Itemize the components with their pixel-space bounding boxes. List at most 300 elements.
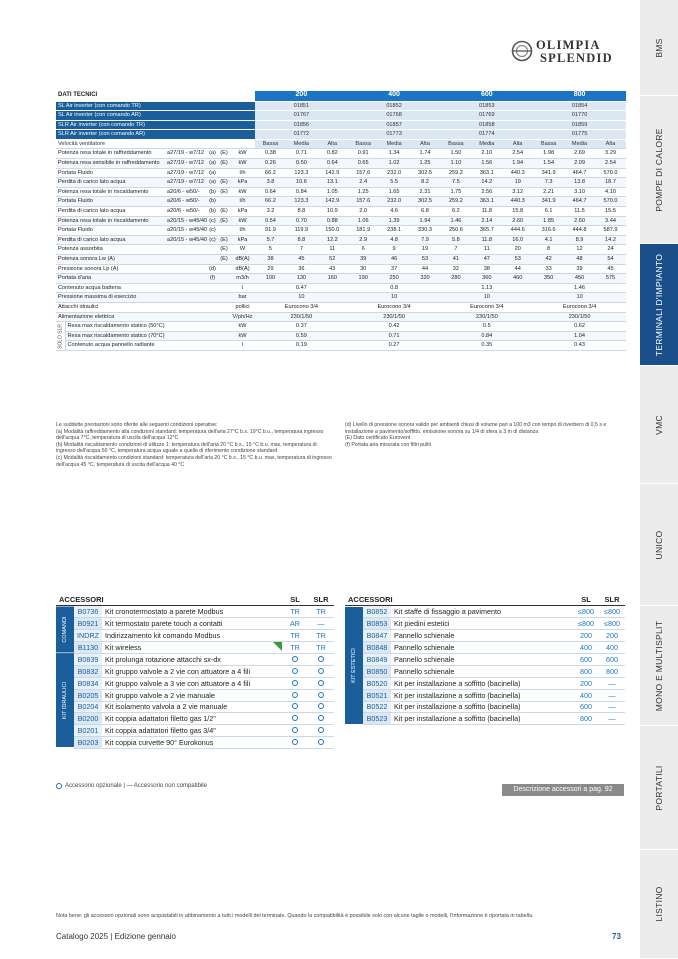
- row-unit: l/h: [230, 197, 255, 207]
- row-value: 15.8: [502, 207, 533, 217]
- row-value: Eurocono 3/4: [533, 302, 626, 312]
- speed-row: [56, 139, 626, 149]
- row-label: Pressione massima di esercizio: [56, 293, 230, 303]
- row-unit: kW: [230, 216, 255, 226]
- row-value: 238.1: [379, 226, 410, 236]
- speed-header: Alta: [317, 139, 348, 149]
- note-line: (a) Modalità raffreddamento alla condizioni standard: temperatura dell'aria 27°C b.s. 19°C b.u., temperatura ingresso dell'acqua 7°C, temperatura di uscita dell'acqua 12°C: [56, 428, 324, 442]
- compat-sl: 600: [573, 653, 599, 665]
- row-value: 66.2: [255, 197, 286, 207]
- row-unit: kW: [230, 159, 255, 169]
- row-label: Contenuto acqua batteria: [56, 283, 230, 293]
- accessories-description-link[interactable]: Descrizione accessori a pag. 92: [502, 784, 624, 796]
- row-value: 7: [286, 245, 317, 255]
- compat-sl: 400: [573, 642, 599, 654]
- section-tabs: [640, 0, 678, 959]
- accessory-code: B0205: [74, 689, 102, 701]
- row-value: 91.9: [255, 226, 286, 236]
- row-label: Perdita di carico lato acqua: [56, 207, 165, 217]
- accessory-description: [391, 653, 573, 665]
- row-value: 2.60: [564, 216, 595, 226]
- size-header: 600: [440, 91, 533, 101]
- row-value: 3.12: [502, 187, 533, 197]
- row-value: 250.6: [440, 226, 471, 236]
- row-value: 5.7: [255, 235, 286, 245]
- compat-sl: [282, 701, 308, 713]
- row-condition: a20/15 - w45/40: [165, 216, 207, 226]
- optional-circle-icon: [292, 727, 298, 733]
- side-tab[interactable]: [640, 850, 678, 959]
- row-value: 1.50: [440, 149, 471, 159]
- accessories-header-row: [56, 594, 334, 606]
- row-value: 316.6: [533, 226, 564, 236]
- notes-left: [56, 422, 336, 468]
- speed-header: Media: [286, 139, 317, 149]
- accessory-description: [391, 713, 573, 725]
- row-value: 1.98: [533, 149, 564, 159]
- side-tab-label: BMS: [654, 37, 664, 58]
- accessory-description-text: Kit wireless: [105, 643, 142, 652]
- data-row: [56, 207, 626, 217]
- accessory-code: B0852: [363, 606, 391, 618]
- row-note: (c): [207, 216, 218, 226]
- row-value: 157.6: [348, 197, 379, 207]
- row-condition: a27/19 - w7/12: [165, 159, 207, 169]
- note-line: Le suddette prestazioni sono riferite alle seguenti condizioni operative:: [56, 422, 218, 428]
- row-value: 38: [255, 255, 286, 265]
- model-code-row: [56, 120, 626, 130]
- model-code: 01767: [255, 111, 348, 121]
- row-value: 1.54: [533, 159, 564, 169]
- speed-header: Bassa: [533, 139, 564, 149]
- accessory-row: [56, 713, 334, 725]
- accessories-table-left: [56, 594, 334, 749]
- row-value: 2.09: [564, 159, 595, 169]
- model-code: 01773: [348, 130, 441, 140]
- row-value: Eurocono 3/4: [440, 302, 533, 312]
- speed-header: Media: [379, 139, 410, 149]
- row-value: 0.70: [286, 216, 317, 226]
- row-value: 0.88: [317, 216, 348, 226]
- optional-circle-icon: [292, 656, 298, 662]
- data-row: [56, 168, 626, 178]
- row-value: 363.1: [471, 197, 502, 207]
- row-value: 0.38: [255, 149, 286, 159]
- accessory-description-text: Kit coppia adattatori filetto gas 1/2": [105, 714, 216, 724]
- row-label: Potenza resa totale in riscaldamento: [56, 187, 165, 197]
- accessory-description: [391, 677, 573, 689]
- row-unit: m3/h: [230, 274, 255, 284]
- row-label: Pressione sonora Lp (A): [56, 264, 165, 274]
- accessory-description: [391, 630, 573, 642]
- row-value: 1.65: [379, 187, 410, 197]
- compat-slr: 400: [599, 642, 625, 654]
- table-title: DATI TECNICI: [56, 91, 255, 101]
- row-value: 2.60: [502, 216, 533, 226]
- accessory-description-text: Kit coppia adattatori filetto gas 3/4": [105, 726, 216, 736]
- row-unit: V/ph/Hz: [230, 312, 255, 322]
- model-label: SL Air inverter (con comando TR): [56, 101, 255, 111]
- model-code: 01772: [255, 130, 348, 140]
- optional-circle-icon: [318, 715, 324, 721]
- accessory-code: B1130: [74, 642, 102, 654]
- row-value: 41: [440, 255, 471, 265]
- row-value: 3.8: [255, 178, 286, 188]
- row-value: 8.8: [286, 207, 317, 217]
- row-value: 8.2: [410, 178, 441, 188]
- row-value: 48: [564, 255, 595, 265]
- slr-row: [56, 322, 626, 332]
- note-line: (d) Livello di pressione sonora valido per ambienti chiusi di volume pari a 100 m3 con tempo di riverbero di 0,5 s e installazione a pavimento/soffitto, emissione sonora su 1/4 di sfera a 3 m di distanza: [345, 422, 607, 435]
- accessory-description: [391, 701, 573, 713]
- row-condition: [165, 274, 207, 284]
- row-value: 160: [317, 274, 348, 284]
- olimpia-logo-icon: [511, 40, 533, 62]
- accessory-description: [102, 689, 282, 701]
- row-value: 6.2: [440, 207, 471, 217]
- row-value: 2.54: [595, 159, 626, 169]
- accessory-description: [102, 665, 282, 677]
- accessory-code: B0849: [363, 653, 391, 665]
- row-value: 4.10: [595, 187, 626, 197]
- row-label: Portata d'aria: [56, 274, 165, 284]
- compat-sl: [282, 725, 308, 737]
- row-value: 4.8: [379, 235, 410, 245]
- row-value: 0.71: [286, 149, 317, 159]
- optional-circle-icon: [292, 703, 298, 709]
- optional-circle-icon: [318, 727, 324, 733]
- compat-slr: TR: [308, 642, 334, 654]
- accessory-row: [56, 689, 334, 701]
- row-value: 18.7: [595, 178, 626, 188]
- row-value: 3.10: [564, 187, 595, 197]
- side-tab[interactable]: [640, 244, 678, 366]
- row-cert: [218, 197, 230, 207]
- row-value: 10: [255, 293, 348, 303]
- row-value: 33: [533, 264, 564, 274]
- accessory-code: B0847: [363, 630, 391, 642]
- row-value: 10.6: [286, 178, 317, 188]
- accessory-description-text: Pannello schienale: [394, 643, 455, 652]
- row-value: 123.3: [286, 197, 317, 207]
- row-unit: l: [230, 283, 255, 293]
- row-value: 320: [410, 274, 441, 284]
- side-tab-label: MONO E MULTISPLIT: [654, 620, 664, 711]
- accessory-row: [345, 630, 625, 642]
- row-value: 11.5: [564, 207, 595, 217]
- accessory-row: [56, 630, 334, 642]
- row-value: 1.74: [410, 149, 441, 159]
- row-label: Perdita di carico lato acqua: [56, 235, 165, 245]
- accessory-row: [345, 701, 625, 713]
- row-value: 9: [379, 245, 410, 255]
- row-value: 2.54: [502, 149, 533, 159]
- speed-header: Bassa: [255, 139, 286, 149]
- row-note: (b): [207, 197, 218, 207]
- row-value: 53: [410, 255, 441, 265]
- row-value: 440.3: [502, 197, 533, 207]
- model-label: SL Air inverter (con comando AR): [56, 111, 255, 121]
- col-sl-header: SL: [282, 594, 308, 606]
- accessory-code: INDRZ: [74, 630, 102, 642]
- row-value: 575: [595, 274, 626, 284]
- row-label: Alimentazione elettrica: [56, 312, 230, 322]
- legend-text: Accessorio opzionale | — Accessorio non compatibile: [65, 783, 207, 789]
- row-value: 44: [502, 264, 533, 274]
- row-value: 0.8: [348, 283, 441, 293]
- optional-circle-icon: [318, 656, 324, 662]
- row-label: Resa max riscaldamento statico (70°C): [65, 331, 230, 341]
- model-code: 01853: [440, 101, 533, 111]
- optional-circle-icon: [318, 739, 324, 745]
- row-cert: (E): [218, 245, 230, 255]
- row-value: 0.91: [348, 149, 379, 159]
- compat-slr: —: [599, 677, 625, 689]
- size-header: 400: [348, 91, 441, 101]
- row-value: 11.8: [471, 207, 502, 217]
- row-label: Potenza sonora Lw (A): [56, 255, 165, 265]
- accessory-code: B0736: [74, 606, 102, 618]
- row-cert: (E): [218, 187, 230, 197]
- row-value: 0.47: [255, 283, 348, 293]
- row-note: (a): [207, 149, 218, 159]
- row-value: 330.3: [410, 226, 441, 236]
- size-header: 800: [533, 91, 626, 101]
- slr-group-label: SOLO SLR: [57, 323, 64, 349]
- accessory-code: B0203: [74, 737, 102, 749]
- data-row: [56, 245, 626, 255]
- row-value: 360: [471, 274, 502, 284]
- side-tab[interactable]: [640, 484, 678, 606]
- row-value: 142.9: [317, 197, 348, 207]
- accessory-description: [391, 606, 573, 618]
- model-code: 01857: [348, 120, 441, 130]
- accessory-code: B0848: [363, 642, 391, 654]
- row-label: Portata Fluido: [56, 168, 165, 178]
- row-note: (a): [207, 178, 218, 188]
- accessory-description-text: Kit per installazione a soffitto (bacinella): [394, 702, 521, 712]
- compat-sl: TR: [282, 642, 308, 654]
- row-label: Attacchi idraulici: [56, 302, 230, 312]
- accessory-group-label: COMANDI: [56, 606, 74, 654]
- row-value: 39: [348, 255, 379, 265]
- compat-slr: [308, 737, 334, 749]
- row-value: 12: [564, 245, 595, 255]
- side-tab[interactable]: [640, 606, 678, 726]
- col-slr-header: SLR: [599, 594, 625, 606]
- col-slr-header: SLR: [308, 594, 334, 606]
- compat-sl: AR: [282, 618, 308, 630]
- accessory-row: [56, 642, 334, 654]
- compat-sl: 600: [573, 701, 599, 713]
- accessory-description-text: Pannello schienale: [394, 654, 455, 664]
- row-value: 570.0: [595, 197, 626, 207]
- accessory-row: [345, 689, 625, 701]
- model-code: 01852: [348, 101, 441, 111]
- row-condition: a20/6 - w50/-: [165, 187, 207, 197]
- side-tab-label: VMC: [654, 414, 664, 435]
- row-note: (d): [207, 264, 218, 274]
- size-header-row: [56, 91, 626, 101]
- row-condition: a20/6 - w50/-: [165, 197, 207, 207]
- row-value: 444.6: [502, 226, 533, 236]
- row-value: 13.8: [564, 178, 595, 188]
- note-line: (E) Dato certificato Eurovent: [345, 435, 411, 442]
- row-value: 66.2: [255, 168, 286, 178]
- model-code: 01770: [533, 111, 626, 121]
- row-value: 2.14: [471, 216, 502, 226]
- row-label: Potenza resa totale in riscaldamento: [56, 216, 165, 226]
- accessories-header-row: [345, 594, 625, 606]
- row-value: 350: [533, 274, 564, 284]
- accessory-description-text: Kit per installazione a soffitto (bacinella): [394, 678, 521, 688]
- compat-slr: TR: [308, 606, 334, 618]
- row-cert: (E): [218, 159, 230, 169]
- speed-header: Media: [564, 139, 595, 149]
- compat-slr: —: [599, 689, 625, 701]
- note-line: (f) Portata aria misurata con filtri puliti: [345, 441, 431, 448]
- row-value: 39: [564, 264, 595, 274]
- row-unit: kPa: [230, 178, 255, 188]
- slr-row: [56, 341, 626, 351]
- row-value: 587.9: [595, 226, 626, 236]
- compat-slr: —: [599, 701, 625, 713]
- accessory-row: [56, 737, 334, 749]
- side-tab[interactable]: [640, 726, 678, 850]
- row-value: 250: [379, 274, 410, 284]
- row-value: 3.44: [595, 216, 626, 226]
- accessories-title: ACCESSORI: [56, 594, 282, 606]
- row-value: 230/1/50: [255, 312, 348, 322]
- row-value: 0.26: [255, 159, 286, 169]
- data-row: [56, 293, 626, 303]
- row-value: 7: [440, 245, 471, 255]
- row-note: [207, 245, 218, 255]
- accessory-description-text: Kit per installazione a soffitto (bacinella): [394, 714, 521, 724]
- accessory-description-text: Kit per installazione a soffitto (bacinella): [394, 690, 521, 700]
- row-value: 123.3: [286, 168, 317, 178]
- row-value: 232.0: [379, 197, 410, 207]
- row-value: 0.59: [255, 331, 348, 341]
- row-value: 302.5: [410, 168, 441, 178]
- row-value: 8.9: [564, 235, 595, 245]
- row-value: 1.06: [348, 216, 379, 226]
- row-note: (f): [207, 274, 218, 284]
- row-value: 365.7: [471, 226, 502, 236]
- row-value: 1.04: [533, 331, 626, 341]
- row-value: 11.8: [471, 235, 502, 245]
- row-value: 7.3: [533, 178, 564, 188]
- accessory-row: [345, 642, 625, 654]
- notes-right: [345, 422, 627, 448]
- row-value: 230/1/50: [440, 312, 533, 322]
- compat-sl: 200: [573, 677, 599, 689]
- row-value: 2.69: [564, 149, 595, 159]
- compat-sl: [282, 677, 308, 689]
- accessory-description-text: Pannello schienale: [394, 631, 455, 641]
- data-row: [56, 226, 626, 236]
- row-value: 1.85: [533, 216, 564, 226]
- row-value: 20: [502, 245, 533, 255]
- row-value: 8: [533, 245, 564, 255]
- row-value: 150.0: [317, 226, 348, 236]
- side-tab[interactable]: [640, 96, 678, 244]
- side-tab-label: POMPE DI CALORE: [654, 127, 664, 212]
- row-value: 1.94: [410, 216, 441, 226]
- row-value: 5.5: [379, 178, 410, 188]
- accessory-row: [56, 665, 334, 677]
- row-value: 6.1: [533, 207, 564, 217]
- data-row: [56, 264, 626, 274]
- row-value: 230/1/50: [348, 312, 441, 322]
- row-value: 0.43: [533, 341, 626, 351]
- compat-slr: ≤800: [599, 618, 625, 630]
- row-value: 1.56: [471, 159, 502, 169]
- row-note: (a): [207, 159, 218, 169]
- row-value: 32: [440, 264, 471, 274]
- accessory-description-text: Kit prolunga rotazione attacchi sx-dx: [105, 654, 221, 664]
- row-value: 0.19: [255, 341, 348, 351]
- row-cert: (E): [218, 178, 230, 188]
- row-value: 464.7: [564, 197, 595, 207]
- row-value: 3.29: [595, 149, 626, 159]
- row-value: Eurocono 3/4: [255, 302, 348, 312]
- model-code: 01769: [440, 111, 533, 121]
- accessory-description-text: Kit piedini estetici: [394, 619, 450, 629]
- row-value: 1.02: [379, 159, 410, 169]
- row-condition: a20/6 - w50/-: [165, 207, 207, 217]
- compat-slr: 200: [599, 630, 625, 642]
- speed-header: Bassa: [440, 139, 471, 149]
- row-value: 2.4: [348, 178, 379, 188]
- model-code-row: [56, 111, 626, 121]
- side-tab[interactable]: [640, 0, 678, 96]
- row-value: 15.5: [595, 207, 626, 217]
- speed-header: Alta: [410, 139, 441, 149]
- row-value: 6.8: [410, 207, 441, 217]
- model-code: 01775: [533, 130, 626, 140]
- col-sl-header: SL: [573, 594, 599, 606]
- row-value: 44: [410, 264, 441, 274]
- accessory-code: B0850: [363, 665, 391, 677]
- optional-circle-icon: [292, 668, 298, 674]
- accessory-code: B0853: [363, 618, 391, 630]
- row-value: 30: [348, 264, 379, 274]
- side-tab[interactable]: [640, 366, 678, 484]
- compat-slr: [308, 701, 334, 713]
- row-value: 1.10: [440, 159, 471, 169]
- row-value: 0.27: [348, 341, 441, 351]
- accessory-row: [56, 606, 334, 618]
- row-value: 181.9: [348, 226, 379, 236]
- row-value: 1.46: [440, 216, 471, 226]
- row-value: 363.1: [471, 168, 502, 178]
- accessory-group-label: KIT IDRAULICI: [56, 653, 74, 748]
- compat-sl: [282, 665, 308, 677]
- row-value: 341.9: [533, 168, 564, 178]
- accessory-description: [102, 725, 282, 737]
- row-cert: [218, 264, 230, 274]
- accessory-description: [102, 606, 282, 618]
- optional-circle-icon: [292, 739, 298, 745]
- row-value: Eurocono 3/4: [348, 302, 441, 312]
- compat-slr: TR: [308, 630, 334, 642]
- side-tab-label: PORTATILI: [654, 764, 664, 811]
- row-unit: l/h: [230, 168, 255, 178]
- row-unit: kPa: [230, 235, 255, 245]
- row-cert: [218, 274, 230, 284]
- row-value: 2.21: [533, 187, 564, 197]
